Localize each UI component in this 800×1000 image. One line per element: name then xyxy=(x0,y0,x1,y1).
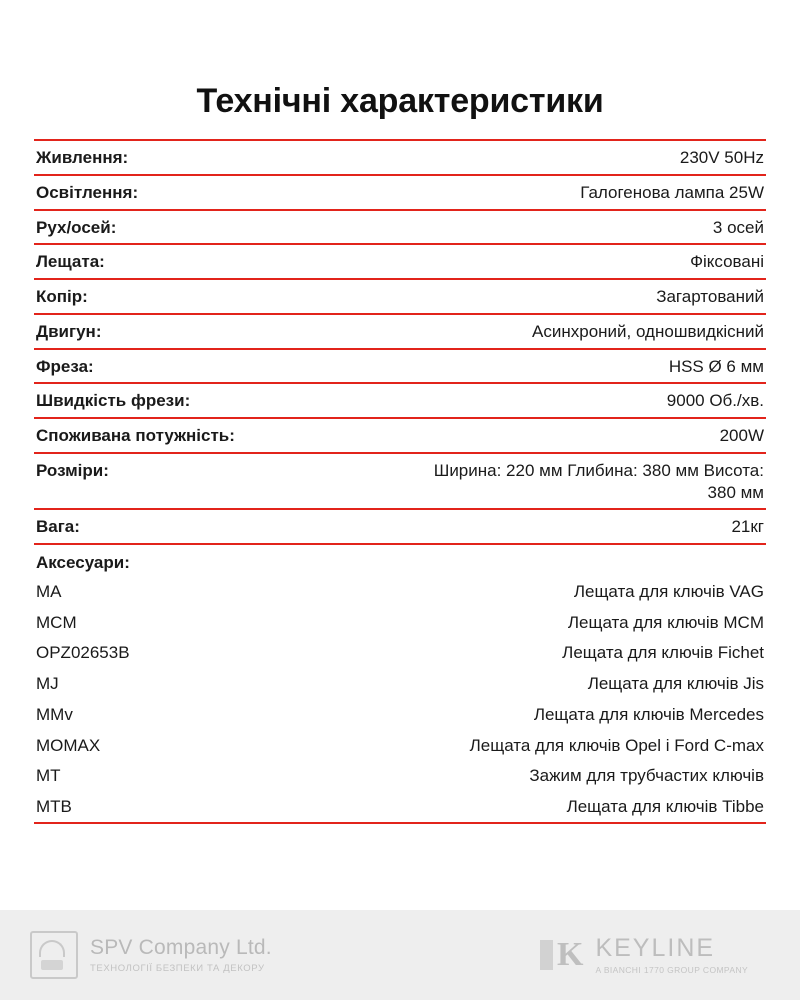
accessory-description: Зажим для трубчастих ключів xyxy=(529,766,764,786)
spec-value: Фіксовані xyxy=(690,252,764,272)
spec-label: Живлення: xyxy=(36,148,129,167)
table-row xyxy=(34,349,766,384)
accessory-code: MTB xyxy=(36,797,72,816)
spec-value: 3 осей xyxy=(712,217,764,237)
spec-label: Вага: xyxy=(36,517,80,537)
accessory-code: MOMAX xyxy=(36,735,101,755)
page-footer xyxy=(0,910,800,1000)
table-row xyxy=(34,244,766,279)
accessories-label: Аксесуари: xyxy=(36,553,130,572)
spec-value: Ширина: 220 мм Глибина: 380 мм Висота: 380 мм xyxy=(433,460,764,502)
spec-label: Лещата: xyxy=(36,252,105,272)
keyline-square-icon xyxy=(540,940,553,970)
table-row xyxy=(34,279,766,314)
spv-logo xyxy=(0,931,420,979)
spv-logo-text xyxy=(90,936,272,973)
table-row xyxy=(34,453,766,510)
accessories-header-row xyxy=(34,544,766,576)
spv-company-name: SPV Company Ltd. xyxy=(90,936,272,960)
accessory-row xyxy=(34,699,766,730)
accessory-row xyxy=(34,730,766,761)
accessory-code: MCM xyxy=(36,612,77,632)
accessory-code: OPZ02653B xyxy=(36,643,130,663)
table-row xyxy=(34,509,766,544)
spec-value: 230V 50Hz xyxy=(679,148,764,167)
spv-emblem-icon xyxy=(30,931,78,979)
spec-value: 21кг xyxy=(731,517,764,537)
spec-value: Галогенова лампа 25W xyxy=(580,182,764,202)
spec-value: Загартований xyxy=(656,287,764,306)
spec-value: 200W xyxy=(719,426,764,445)
accessory-description: Лещата для ключів VAG xyxy=(573,581,764,601)
keyline-logo-text xyxy=(595,933,749,975)
table-row xyxy=(34,418,766,453)
specifications-table xyxy=(34,139,766,824)
accessory-code: MMv xyxy=(36,704,73,724)
spec-label: Копір: xyxy=(36,287,88,306)
accessory-code: MT xyxy=(36,766,61,786)
accessory-description: Лещата для ключів Mercedes xyxy=(533,704,764,724)
spec-value: Асинхроний, одношвидкісний xyxy=(532,321,764,341)
keyline-k-icon: K xyxy=(557,936,584,973)
keyline-emblem-icon xyxy=(540,936,584,973)
spec-value: HSS Ø 6 мм xyxy=(668,356,764,376)
accessory-description: Лещата для ключів Opel i Ford C-max xyxy=(469,735,764,755)
spec-label: Розміри: xyxy=(36,460,109,480)
spec-label: Швидкість фрези: xyxy=(36,391,191,411)
accessory-row xyxy=(34,791,766,823)
spec-label: Фреза: xyxy=(36,356,94,376)
spec-label: Освітлення: xyxy=(36,182,139,202)
table-row xyxy=(34,383,766,418)
specifications-body xyxy=(34,140,766,823)
page-title: Технічні характеристики xyxy=(196,82,604,120)
spec-label: Споживана потужність: xyxy=(36,426,235,445)
accessory-row xyxy=(34,668,766,699)
table-row xyxy=(34,314,766,349)
spec-value: 9000 Об./хв. xyxy=(666,391,764,411)
accessory-code: MJ xyxy=(36,674,59,693)
accessory-description: Лещата для ключів Fichet xyxy=(562,643,764,663)
accessory-description: Лещата для ключів Tibbe xyxy=(566,797,764,816)
table-row xyxy=(34,175,766,210)
keyline-brand-name: KEYLINE xyxy=(595,933,716,962)
accessory-row xyxy=(34,760,766,791)
table-row xyxy=(34,140,766,175)
keyline-tagline: A BIANCHI 1770 GROUP COMPANY xyxy=(595,964,749,975)
accessory-row xyxy=(34,607,766,638)
accessory-code: MA xyxy=(36,581,62,601)
table-row xyxy=(34,210,766,245)
spec-label: Рух/осей: xyxy=(36,217,117,237)
spec-label: Двигун: xyxy=(36,321,102,341)
accessory-description: Лещата для ключів MCM xyxy=(567,612,764,632)
accessory-description: Лещата для ключів Jis xyxy=(587,674,764,693)
accessory-row xyxy=(34,576,766,607)
accessory-row xyxy=(34,637,766,668)
keyline-logo xyxy=(420,933,749,975)
spv-tagline: ТЕХНОЛОГІЇ БЕЗПЕКИ ТА ДЕКОРУ xyxy=(90,962,265,974)
